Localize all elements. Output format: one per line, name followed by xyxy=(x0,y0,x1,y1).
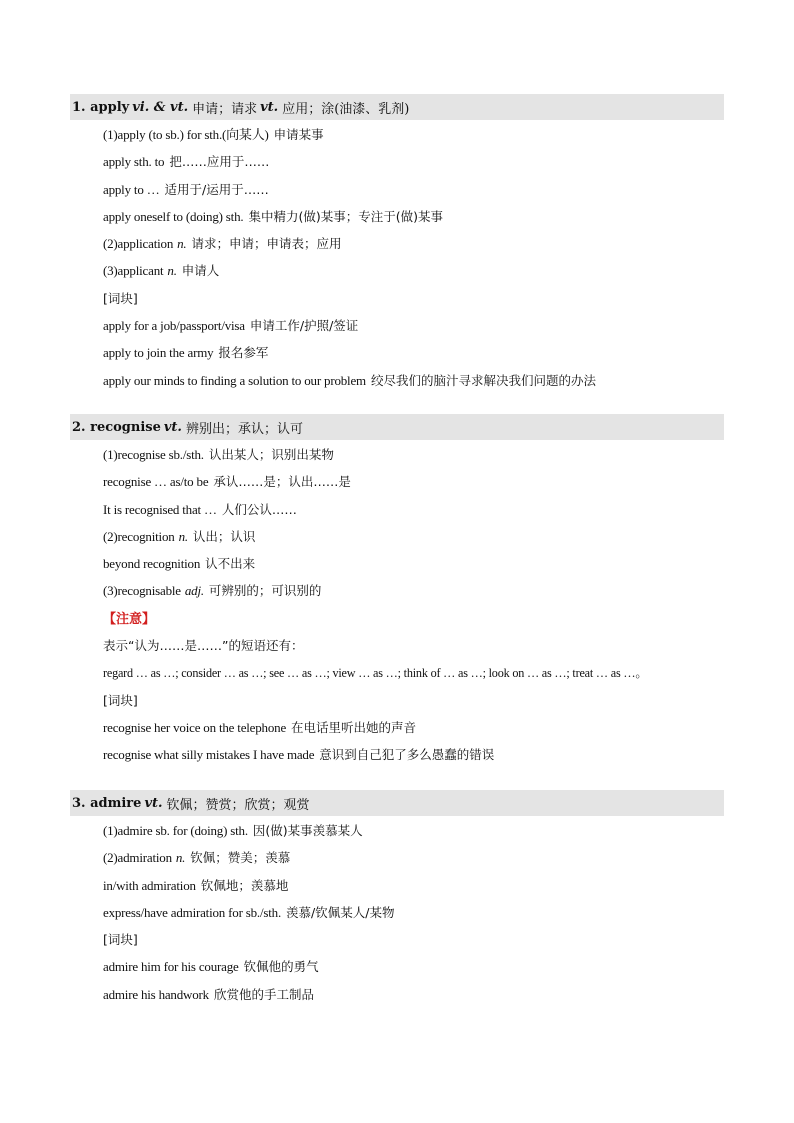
chunk-line: apply to join the army 报名参军 xyxy=(103,345,269,361)
chunk-label: [词块] xyxy=(103,692,138,708)
entry-recognise xyxy=(70,414,724,769)
headword: 2. recognise xyxy=(72,419,161,435)
chunk-line: admire him for his courage 钦佩他的勇气 xyxy=(103,959,319,975)
chunk-line: recognise what silly mistakes I have made 意识到自己犯了多么愚蠢的错误 xyxy=(103,747,495,763)
derivative-line: (2)admiration n. 钦佩；赞美；羡慕 xyxy=(103,850,291,866)
chunk-line: apply for a job/passport/visa 申请工作/护照/签证 xyxy=(103,318,359,334)
note-phrases: regard … as …; consider … as …; see … as …; view … as …; think of … as …; look on … as …; treat … as …。 xyxy=(103,666,648,681)
usage-line: in/with admiration 钦佩地；羡慕地 xyxy=(103,877,289,893)
definition: 辨别出；承认；认可 xyxy=(185,421,303,437)
note-label: 【注意】 xyxy=(103,611,156,627)
entry-lines xyxy=(70,120,724,394)
usage-line: It is recognised that … 人们公认…… xyxy=(103,501,297,517)
entry-admire xyxy=(70,790,724,1008)
derivative-line: (3)applicant n. 申请人 xyxy=(103,263,220,279)
headword: 1. apply xyxy=(72,99,130,115)
definition: 钦佩；赞赏；欣赏；观赏 xyxy=(166,797,310,813)
derivative-line: (3)recognisable adj. 可辨别的；可识别的 xyxy=(103,583,322,599)
part-of-speech: vt. xyxy=(163,419,182,435)
part-of-speech: vi. & vt. xyxy=(132,99,189,115)
entry-heading xyxy=(70,790,724,816)
chunk-label: [词块] xyxy=(103,932,138,948)
usage-line: (1)admire sb. for (doing) sth. 因(做)某事羡慕某人 xyxy=(103,823,363,838)
part-of-speech: vt. xyxy=(144,795,163,811)
entry-lines xyxy=(70,816,724,1008)
derivative-line: (2)recognition n. 认出；认识 xyxy=(103,528,256,544)
usage-line: apply oneself to (doing) sth. 集中精力(做)某事；专注于(做)某事 xyxy=(103,208,443,224)
usage-line: (1)apply (to sb.) for sth.(向某人) 申请某事 xyxy=(103,127,324,142)
usage-line: beyond recognition 认不出来 xyxy=(103,556,256,572)
entry-apply xyxy=(70,94,724,394)
part-of-speech: vt. xyxy=(260,99,279,115)
usage-line: apply sth. to 把……应用于…… xyxy=(103,154,270,170)
definition: 申请；请求 xyxy=(192,101,258,117)
note-text: 表示“认为……是……”的短语还有： xyxy=(103,638,304,654)
chunk-line: admire his handwork 欣赏他的手工制品 xyxy=(103,986,314,1002)
entry-heading xyxy=(70,94,724,120)
usage-line: recognise … as/to be 承认……是；认出……是 xyxy=(103,474,351,490)
entry-lines xyxy=(70,440,724,769)
chunk-line: recognise her voice on the telephone 在电话里听出她的声音 xyxy=(103,719,417,735)
chunk-label: [词块] xyxy=(103,290,138,306)
chunk-line: apply our minds to finding a solution to our problem 绞尽我们的脑汁寻求解决我们问题的办法 xyxy=(103,372,596,388)
usage-line: express/have admiration for sb./sth. 羡慕/钦佩某人/某物 xyxy=(103,904,395,920)
entry-heading xyxy=(70,414,724,440)
usage-line: (1)recognise sb./sth. 认出某人；识别出某物 xyxy=(103,447,334,462)
definition: 应用；涂(油漆、乳剂) xyxy=(282,101,410,117)
derivative-line: (2)application n. 请求；申请；申请表；应用 xyxy=(103,236,342,252)
usage-line: apply to … 适用于/运用于…… xyxy=(103,181,269,197)
headword: 3. admire xyxy=(72,795,142,811)
